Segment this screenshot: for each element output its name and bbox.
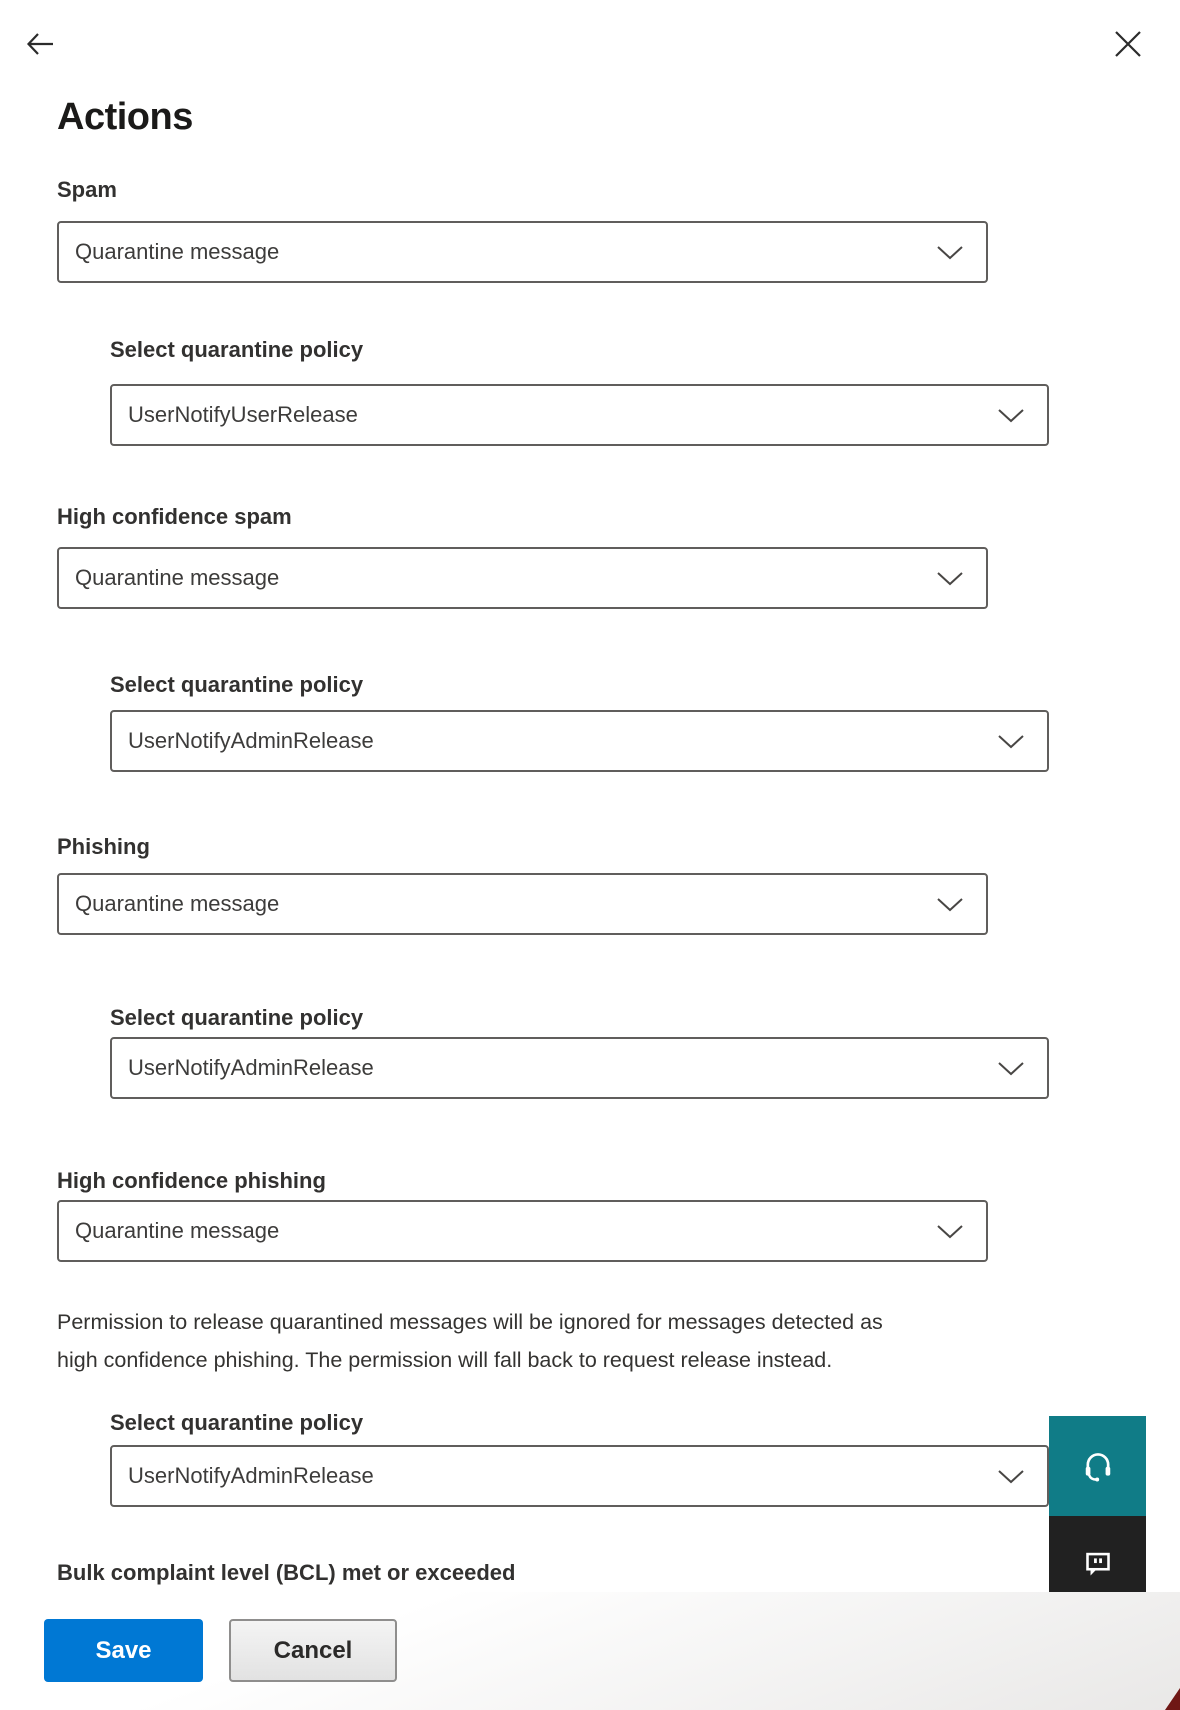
chevron-down-icon [997, 734, 1025, 749]
phishing-action-value: Quarantine message [75, 891, 280, 916]
label-phishing: Phishing [57, 834, 150, 859]
headset-icon [1077, 1445, 1119, 1487]
high-confidence-phishing-action-value: Quarantine message [75, 1218, 280, 1243]
spam-action-select[interactable] [57, 221, 988, 283]
back-button[interactable] [20, 24, 60, 64]
help-support-button[interactable] [1049, 1416, 1146, 1516]
label-high-confidence-phishing: High confidence phishing [57, 1168, 326, 1193]
hcs-quarantine-policy-select[interactable] [110, 710, 1049, 772]
chevron-down-icon [997, 1061, 1025, 1076]
spam-quarantine-policy-value: UserNotifyUserRelease [128, 402, 358, 427]
high-confidence-phishing-action-select[interactable] [57, 1200, 988, 1262]
high-confidence-spam-action-value: Quarantine message [75, 565, 280, 590]
chevron-down-icon [936, 897, 964, 912]
label-hcp-quarantine-policy: Select quarantine policy [110, 1410, 364, 1435]
hcs-quarantine-policy-value: UserNotifyAdminRelease [128, 728, 374, 753]
label-high-confidence-spam: High confidence spam [57, 504, 292, 529]
hcp-permission-note-line2: high confidence phishing. The permission will fall back to request release instead. [57, 1348, 833, 1372]
hcp-quarantine-policy-select[interactable] [110, 1445, 1049, 1507]
phishing-quarantine-policy-value: UserNotifyAdminRelease [128, 1055, 374, 1080]
chevron-down-icon [936, 571, 964, 586]
high-confidence-spam-action-select[interactable] [57, 547, 988, 609]
save-button[interactable]: Save [44, 1619, 203, 1682]
chevron-down-icon [936, 1224, 964, 1239]
feedback-bubble-icon [1077, 1543, 1119, 1585]
hcp-quarantine-policy-value: UserNotifyAdminRelease [128, 1463, 374, 1488]
label-bulk-complaint-level: Bulk complaint level (BCL) met or exceeded [57, 1560, 516, 1585]
phishing-quarantine-policy-select[interactable] [110, 1037, 1049, 1099]
label-spam-quarantine-policy: Select quarantine policy [110, 337, 364, 362]
page-title: Actions [57, 96, 193, 138]
phishing-action-select[interactable] [57, 873, 988, 935]
footer-bar [0, 1592, 1180, 1710]
close-x-icon [1113, 29, 1143, 59]
hcp-permission-note [57, 1303, 1047, 1379]
hcp-permission-note-line1: Permission to release quarantined messages will be ignored for messages detected as [57, 1310, 883, 1334]
chevron-down-icon [997, 1469, 1025, 1484]
cancel-button[interactable]: Cancel [229, 1619, 397, 1682]
label-spam: Spam [57, 177, 117, 202]
spam-action-value: Quarantine message [75, 239, 280, 264]
chevron-down-icon [997, 408, 1025, 423]
spam-quarantine-policy-select[interactable] [110, 384, 1049, 446]
label-hcs-quarantine-policy: Select quarantine policy [110, 672, 364, 697]
back-arrow-icon [22, 26, 58, 62]
close-button[interactable] [1108, 24, 1148, 64]
chevron-down-icon [936, 245, 964, 260]
label-phishing-quarantine-policy: Select quarantine policy [110, 1005, 364, 1030]
corner-artifact [1165, 1688, 1180, 1710]
